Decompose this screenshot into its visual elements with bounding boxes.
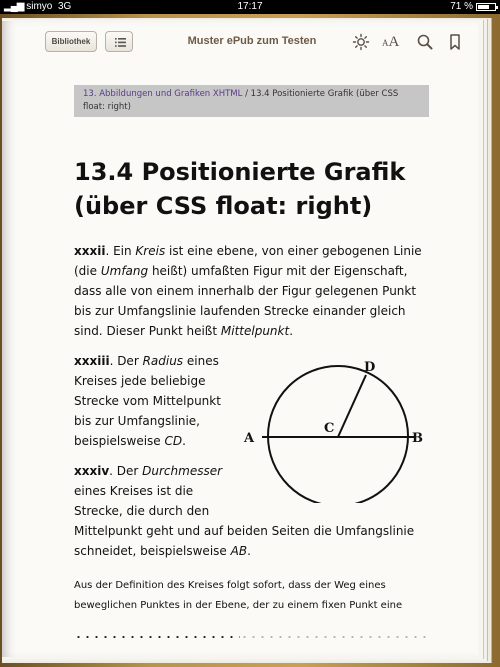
library-button[interactable]: Bibliothek [45,31,97,52]
italic-term: CD [164,434,183,448]
point-label-b: B [412,431,423,446]
italic-term: Mittelpunkt [220,324,290,338]
battery-icon [476,3,496,11]
italic-term: Umfang [100,264,149,278]
text-run: ist eine ebene, von einer gebogenen Linie (die [74,244,422,278]
text-run: . [289,324,294,338]
breadcrumb-link[interactable]: 13. Abbildungen und Grafiken XHTML [83,89,243,99]
brightness-icon[interactable] [352,33,370,51]
text-run: heißt) umfaßten Figur mit der Eigenschaft, dass alle von einem innerhalb der Figur gelegenen Punkt bis zur Umfangslinie laufenden Strecke einander gleich sind. Dieser Punkt heißt [74,264,417,338]
signal-icon: ▂▄▆ [4,1,24,12]
page-progress-dots[interactable] [74,635,426,639]
bookmark-icon[interactable] [446,33,464,51]
paragraph-number: xxxii [74,244,106,258]
paragraph-definition: Aus der Definition des Kreises folgt sofort, dass der Weg eines beweglichen Punktes in der Ebene, der zu einem fixen Punkt eine [74,580,403,611]
paragraph-durchmesser [74,461,234,521]
carrier-name: simyo [26,1,53,12]
battery-area [450,0,496,14]
paragraph-kreis [74,241,434,341]
circle-outline [268,366,408,503]
point-label-c: C [324,421,335,436]
page-progress-remaining [240,635,426,639]
font-size-icon[interactable] [382,33,406,51]
paragraph-number: xxxiii [74,354,110,368]
text-run: . [182,434,186,448]
text-run: . Der [109,354,143,368]
section-heading: 13.4 Positionierte Grafik (über CSS float: right) [74,158,406,220]
text-run: . [247,544,251,558]
text-run: eines Kreises jede beliebige Strecke vom Mittelpunkt bis zur Umfangslinie, beispielsweise [74,354,221,448]
paragraph-number: xxxiv [74,464,110,478]
paragraph-radius [74,351,236,451]
network-type: 3G [57,1,72,12]
battery-level [478,5,489,9]
point-label-a: A [244,431,255,446]
italic-term: Radius [142,354,184,368]
breadcrumb [74,85,429,117]
point-label-d: D [364,360,376,375]
text-run: Mittelpunkt geht und auf beiden Seiten die Umfangslinie schneidet, beispielsweise [74,524,415,558]
reader-toolbar [2,21,478,65]
italic-term: Kreis [135,244,166,258]
radius-line [338,375,366,437]
paragraph-durchmesser-cont [74,521,434,561]
italic-term: Durchmesser [142,464,223,478]
breadcrumb-separator: / [242,89,251,99]
italic-term: AB [230,544,248,558]
search-icon[interactable] [416,33,434,51]
breadcrumb-current: 13.4 Positionierte Grafik (über CSS float: right) [83,89,399,112]
table-of-contents-button[interactable] [105,31,133,52]
battery-percent: 71 % [450,1,473,12]
clock: 17:17 [237,1,263,12]
reader-page[interactable] [2,21,478,657]
font-small-glyph: A [382,38,389,48]
status-bar [0,0,500,14]
text-run: . Der [109,464,143,478]
text-run: eines Kreises ist die Strecke, die durch den [74,484,210,518]
font-large-glyph: A [388,34,400,50]
circle-figure [240,357,430,503]
list-icon [106,32,134,53]
book-title: Muster ePub zum Testen [187,35,317,47]
text-run: . Ein [105,244,136,258]
